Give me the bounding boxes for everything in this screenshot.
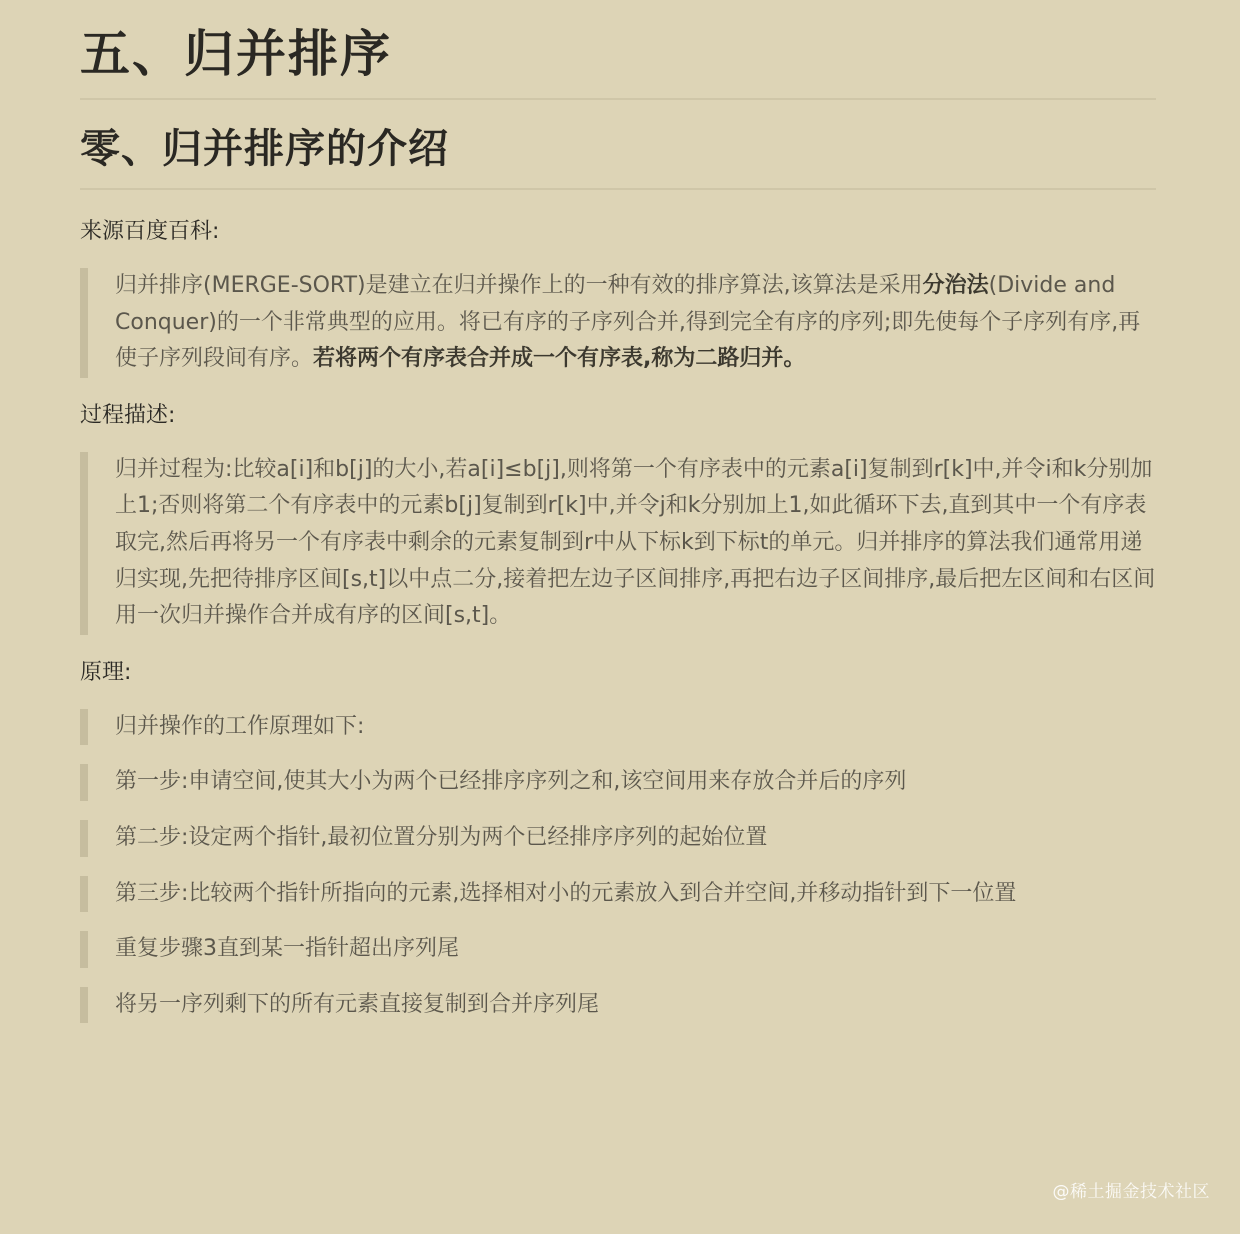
- step-three: 第三步:比较两个指针所指向的元素,选择相对小的元素放入到合并空间,并移动指针到下一位置: [80, 876, 1156, 913]
- step-two: 第二步:设定两个指针,最初位置分别为两个已经排序序列的起始位置: [80, 820, 1156, 857]
- step-copy-rest: 将另一序列剩下的所有元素直接复制到合并序列尾: [80, 987, 1156, 1024]
- step-one: 第一步:申请空间,使其大小为两个已经排序序列之和,该空间用来存放合并后的序列: [80, 764, 1156, 801]
- step-intro: 归并操作的工作原理如下:: [80, 709, 1156, 746]
- process-label: 过程描述:: [80, 402, 176, 428]
- process-text: 归并过程为:比较a[i]和b[j]的大小,若a[i]≤b[j],则将第一个有序表中的元素a[i]复制到r[k]中,并令i和k分别加上1;否则将第二个有序表中的元素b[j]复制到r[k]中,并令j和k分别加上1,如此循环下去,直到其中一个有序表取完,然后再将另一个有序表中剩余的元素复制到r中从下标k到下标t的单元。归并排序的算法我们通常用递归实现,先把待排序区间[s,t]以中点二分,接着把左边子区间排序,再把右边子区间排序,最后把左区间和右区间用一次归并操作合并成有序的区间[s,t]。: [115, 456, 1156, 629]
- source-label: 来源百度百科:: [80, 219, 220, 244]
- principle-label: 原理:: [80, 659, 132, 685]
- article: [80, 0, 1156, 1023]
- step-repeat: 重复步骤3直到某一指针超出序列尾: [80, 931, 1156, 968]
- source-bold-1: 分治法: [922, 273, 989, 298]
- source-bold-2: 若将两个有序表合并成一个有序表,称为二路归并。: [313, 346, 806, 372]
- section-heading: 零、归并排序的介绍: [80, 126, 449, 172]
- source-text-1: 归并排序(MERGE-SORT)是建立在归并操作上的一种有效的排序算法,该算法是采用: [115, 273, 923, 298]
- source-quote: [80, 268, 1156, 378]
- page-title: 五、归并排序: [80, 25, 392, 83]
- watermark: @稀土掘金技术社区: [1052, 1182, 1210, 1202]
- section-divider: [80, 188, 1156, 190]
- source-text-2: (Divide and Conquer)的一个非常典型的应用。将已有序的子序列合并,得到完全有序的序列;即先使每个子序列有序,再使子序列段间有序。: [115, 273, 1141, 372]
- process-quote: [80, 452, 1156, 635]
